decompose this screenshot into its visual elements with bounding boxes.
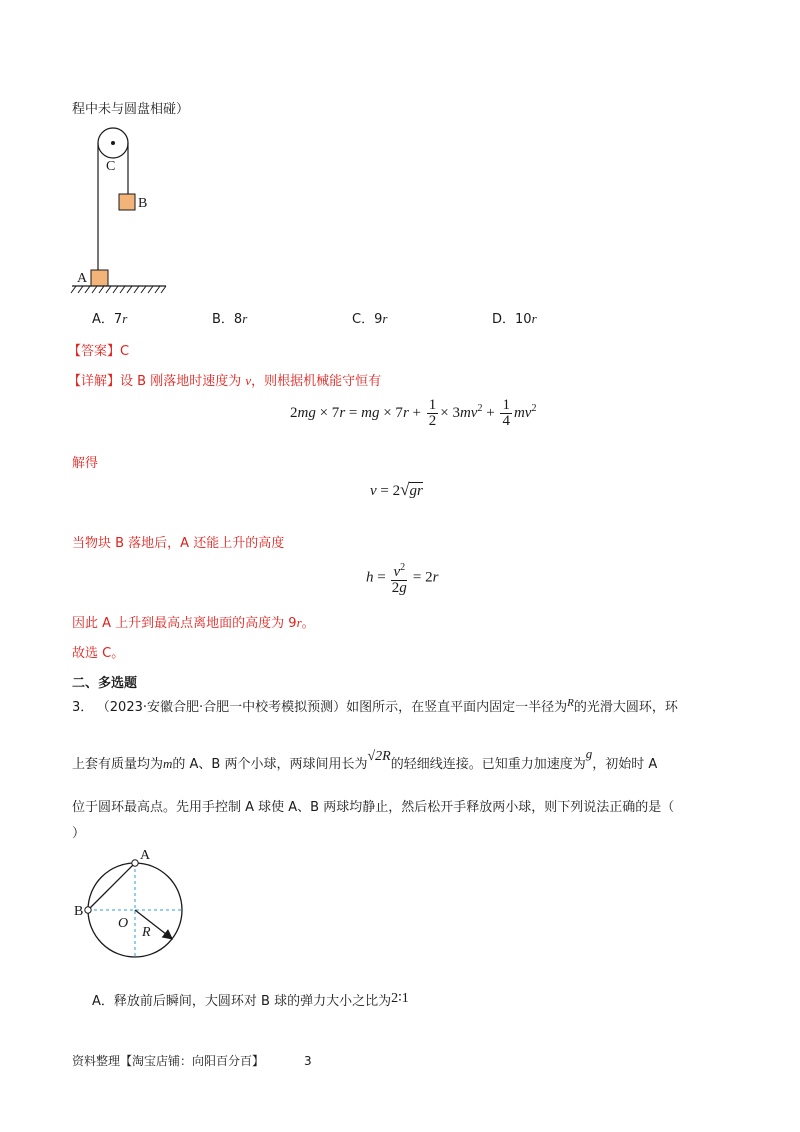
equation-height: h = $\frac{v^2}{2g}$ = 2r	[366, 562, 439, 596]
footer-source: 资料整理【淘宝店铺：向阳百分百】	[72, 1054, 265, 1068]
block-b	[119, 194, 135, 210]
block-a	[91, 270, 108, 286]
ground-hatching	[71, 286, 166, 293]
radius-arrow	[135, 910, 171, 938]
option-c: C．9r	[352, 311, 388, 327]
option-d: D．10r	[492, 311, 537, 327]
pulley-axle	[111, 141, 115, 145]
q3-option-a: A．释放前后瞬间，大圆环对 B 球的弹力大小之比为2∶1	[92, 991, 409, 1009]
continued-text: 程中未与圆盘相碰）	[72, 102, 190, 117]
solve-label: 解得	[72, 456, 99, 471]
q3-line-3: 位于圆环最高点。先用手控制 A 球使 A、B 两球均静止，然后松开手释放两小球，则下列说法正确的是（	[72, 800, 675, 815]
after-landing-text: 当物块 B 落地后，A 还能上升的高度	[72, 536, 285, 551]
choose-line: 故选 C。	[72, 646, 125, 661]
section-heading: 二、多选题	[72, 676, 138, 691]
detail-line: 【详解】设 B 刚落地时速度为 v，则根据机械能守恒有	[68, 373, 382, 389]
label-radius-r: R	[142, 925, 151, 940]
label-ball-b: B	[74, 904, 84, 919]
thread-ab	[88, 863, 135, 910]
option-b: B．8r	[212, 311, 248, 327]
label-ball-a: A	[140, 848, 151, 863]
conclusion-line: 因此 A 上升到最高点离地面的高度为 9r。	[72, 615, 315, 631]
answer-line: 【答案】C	[68, 344, 130, 359]
option-a: A．7r	[92, 311, 128, 327]
label-a: A	[77, 271, 88, 286]
ring-figure	[74, 846, 198, 964]
label-b: B	[138, 196, 148, 211]
equation-velocity: v = 2√gr	[370, 480, 423, 499]
label-center-o: O	[118, 916, 129, 931]
page-number: 3	[304, 1054, 312, 1068]
pulley-figure	[66, 126, 176, 296]
page-footer	[72, 1052, 312, 1069]
q3-line-1: 3． （2023·安徽合肥·合肥一中校考模拟预测）如图所示，在竖直平面内固定一半径为$^R$的光滑大圆环，环	[72, 697, 678, 715]
label-c: C	[106, 159, 116, 174]
equation-energy: 2mg × 7r = mg × 7r + $\frac{1}{2}$ × $3mv^2$ + $\frac{1}{4}$ $mv^2$	[290, 397, 537, 429]
q3-line-2: 上套有质量均为m的 A、B 两个小球，两球间用长为√2R的轻细线连接。已知重力加速度为g，初始时 A	[72, 746, 658, 772]
ball-a	[132, 860, 138, 866]
q3-line-4: ）	[72, 826, 86, 841]
ball-b	[85, 907, 91, 913]
